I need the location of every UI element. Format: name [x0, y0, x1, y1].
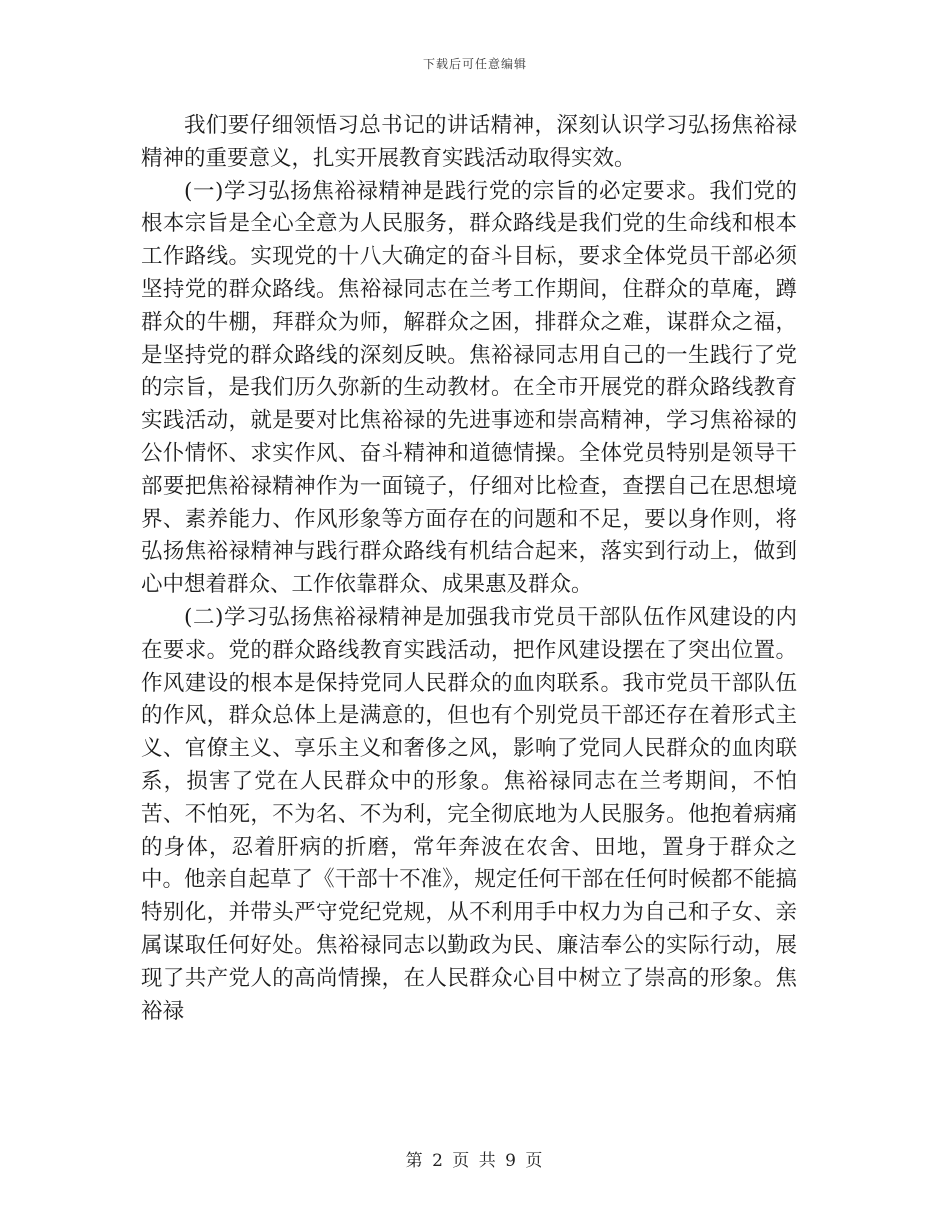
paragraph-section-1: (一)学习弘扬焦裕禄精神是践行党的宗旨的必定要求。我们党的根本宗旨是全心全意为人民服务，群众路线是我们党的生命线和根本工作路线。实现党的十八大确定的奋斗目标，要求全体党员干部必须坚持党的群众路线。焦裕禄同志在兰考工作期间，住群众的草庵，蹲群众的牛棚，拜群众为师，解群众之困，排群众之难，谋群众之福，是坚持党的群众路线的深刻反映。焦裕禄同志用自己的一生践行了党的宗旨，是我们历久弥新的生动教材。在全市开展党的群众路线教育实践活动，就是要对比焦裕禄的先进事迹和崇高精神，学习焦裕禄的公仆情怀、求实作风、奋斗精神和道德情操。全体党员特别是领导干部要把焦裕禄精神作为一面镜子，仔细对比检查，查摆自己在思想境界、素养能力、作风形象等方面存在的问题和不足，要以身作则，将弘扬焦裕禄精神与践行群众路线有机结合起来，落实到行动上，做到心中想着群众、工作依靠群众、成果惠及群众。: [141, 178, 797, 598]
page-header: 下载后可任意编辑: [422, 57, 527, 71]
document-body: [141, 110, 797, 1028]
page-number: 第 2 页 共 9 页: [405, 1151, 545, 1171]
paragraph-intro: 我们要仔细领悟习总书记的讲话精神，深刻认识学习弘扬焦裕禄精神的重要意义，扎实开展教育实践活动取得实效。: [141, 113, 797, 171]
paragraph-section-2: (二)学习弘扬焦裕禄精神是加强我市党员干部队伍作风建设的内在要求。党的群众路线教育实践活动，把作风建设摆在了突出位置。作风建设的根本是保持党同人民群众的血肉联系。我市党员干部队伍的作风，群众总体上是满意的，但也有个别党员干部还存在着形式主义、官僚主义、享乐主义和奢侈之风，影响了党同人民群众的血肉联系，损害了党在人民群众中的形象。焦裕禄同志在兰考期间，不怕苦、不怕死，不为名、不为利，完全彻底地为人民服务。他抱着病痛的身体，忍着肝病的折磨，常年奔波在农舍、田地，置身于群众之中。他亲自起草了《干部十不准》，规定任何干部在任何时候都不能搞特别化，并带头严守党纪党规，从不利用手中权力为自己和子女、亲属谋取任何好处。焦裕禄同志以勤政为民、廉洁奉公的实际行动，展现了共产党人的高尚情操，在人民群众心目中树立了崇高的形象。焦裕禄: [141, 604, 797, 1024]
